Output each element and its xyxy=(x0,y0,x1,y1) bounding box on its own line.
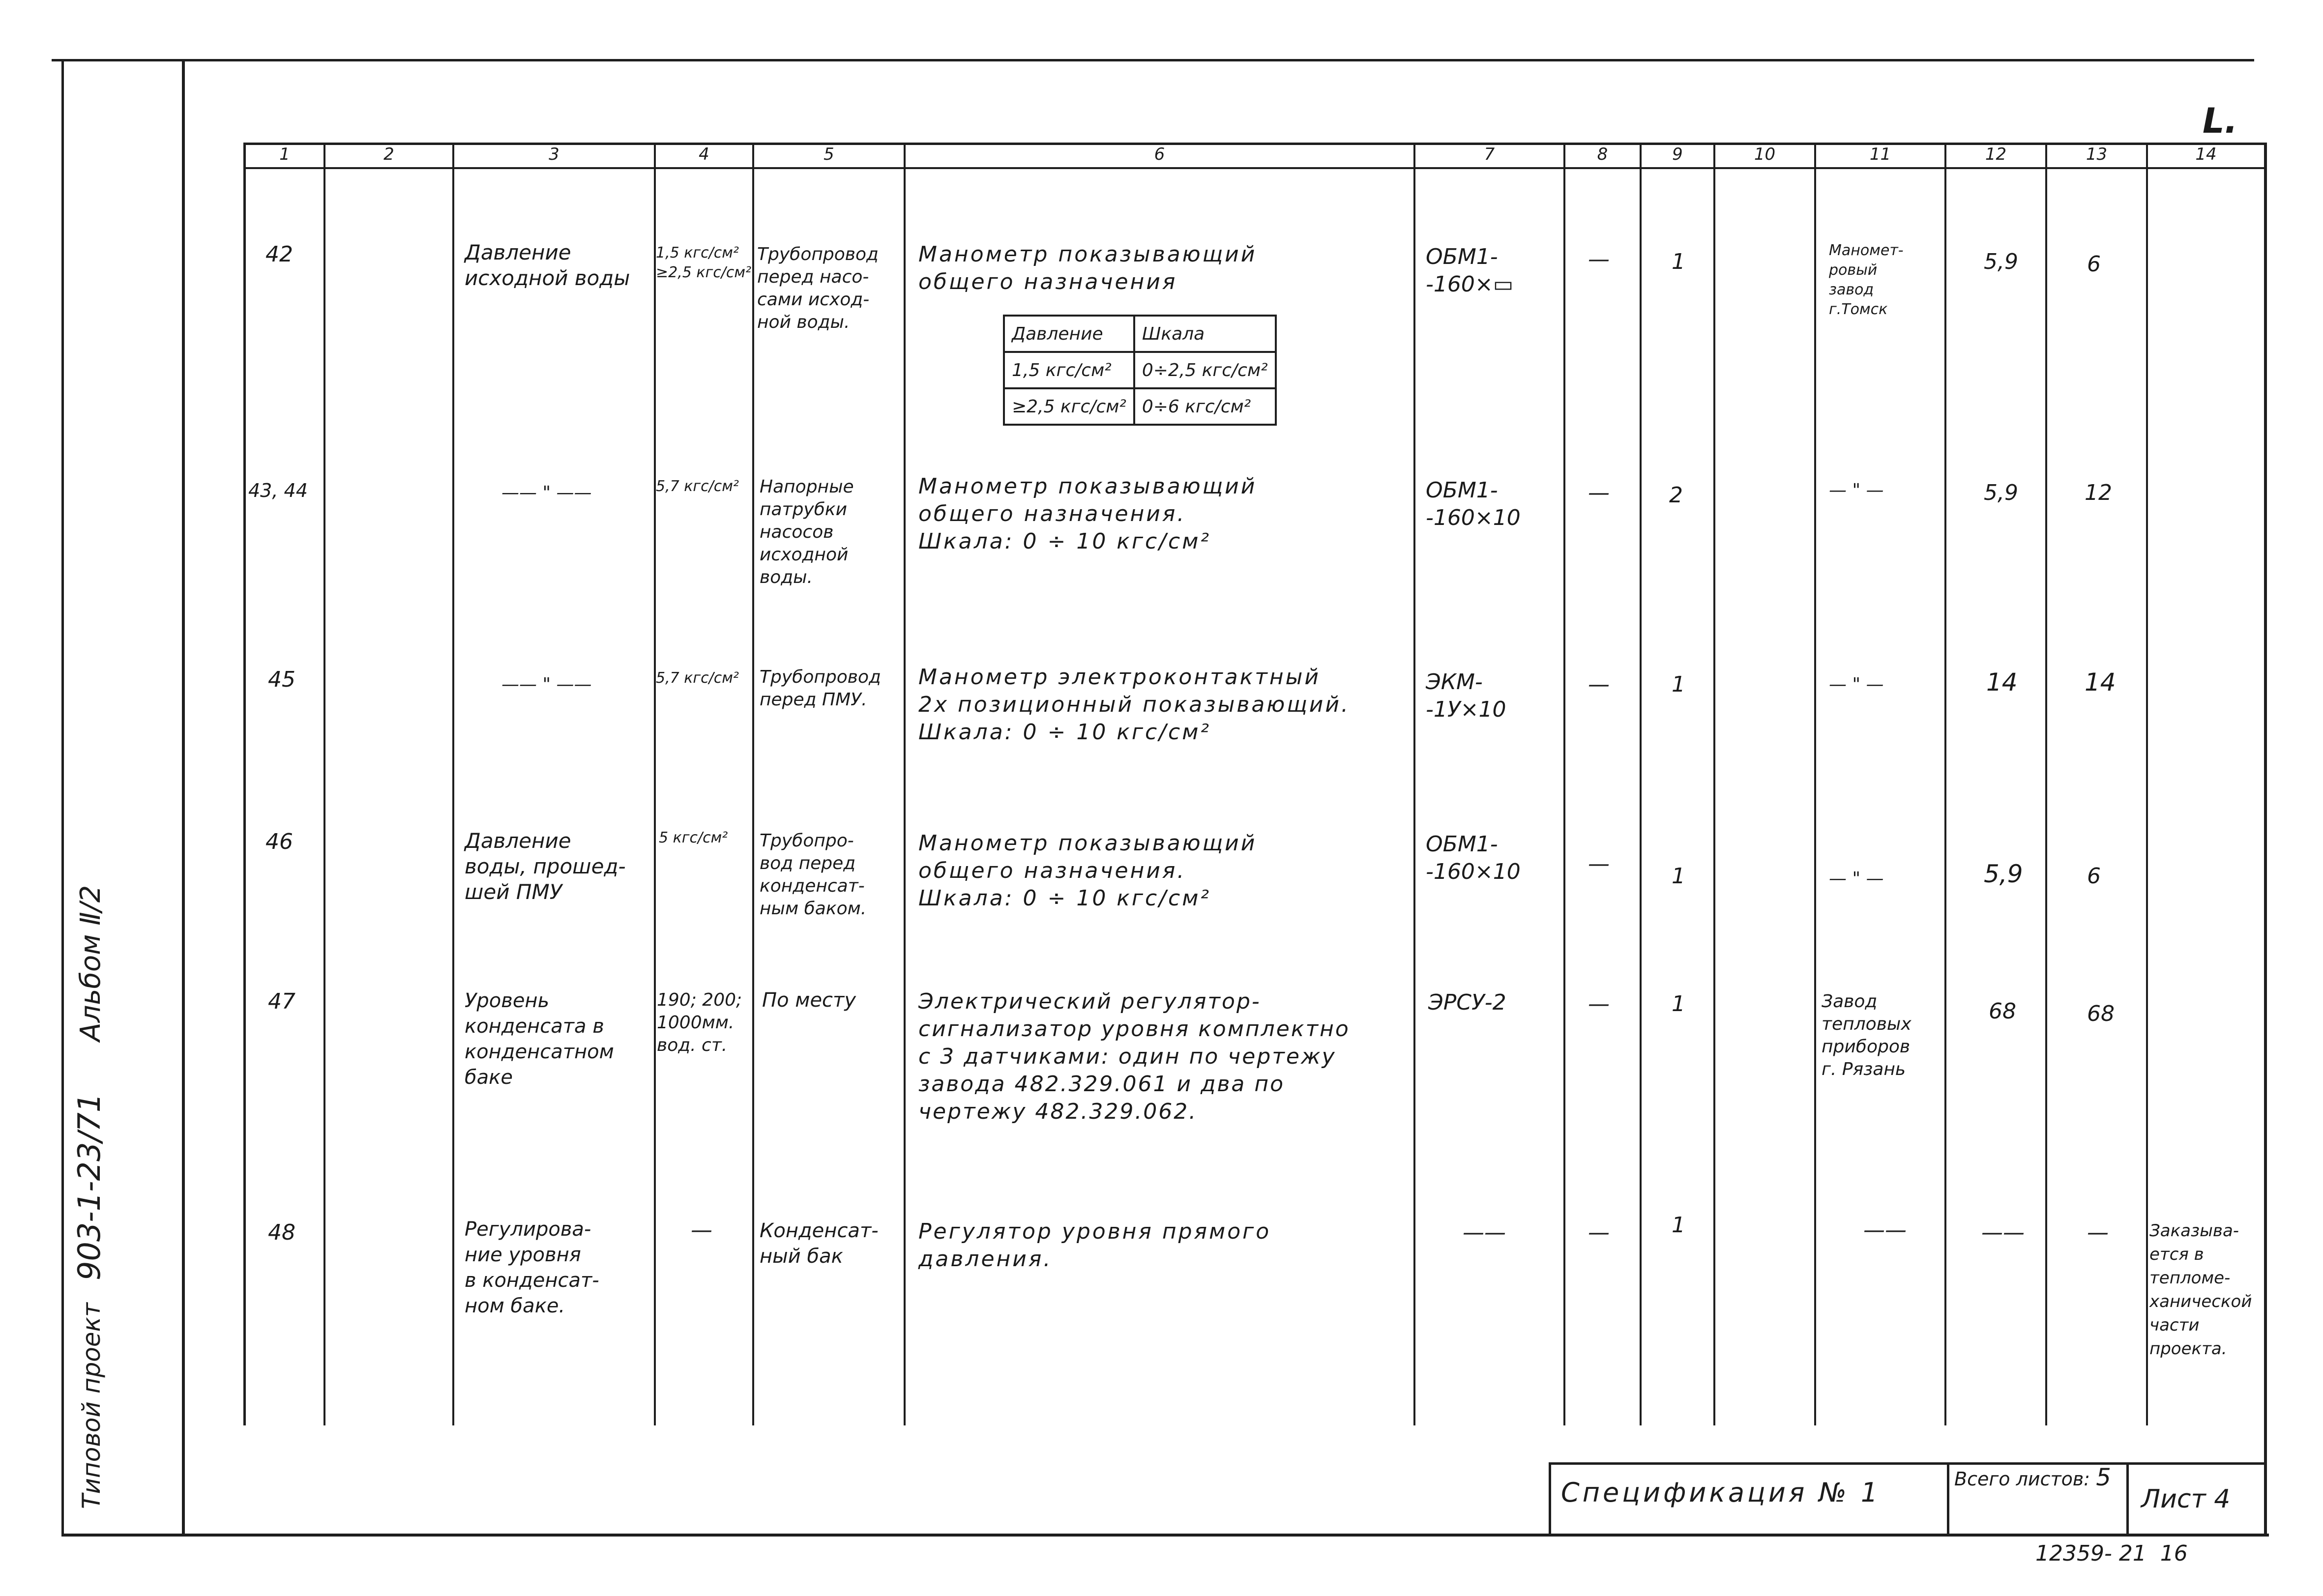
place-cell: Трубопровод перед ПМУ. xyxy=(760,667,881,710)
col8-cell: — xyxy=(1588,991,1610,1016)
position-cell: 43, 44 xyxy=(248,480,308,501)
place-cell: Трубопро- вод перед конденсат- ным баком. xyxy=(760,831,867,919)
frame-top-line xyxy=(52,59,2254,61)
sum-cell: 6 xyxy=(2087,252,2101,277)
col-sep xyxy=(1713,143,1715,1425)
col-sep xyxy=(1944,143,1946,1425)
side-project-label: Типовой проект xyxy=(77,1303,106,1509)
quantity-cell: 1 xyxy=(1672,1213,1685,1238)
type-cell: ОБМ1- -160×▭ xyxy=(1426,244,1514,297)
device-name-cell: Регулятор уровня прямого давления. xyxy=(918,1219,1271,1272)
place-cell: Конденсат- ный бак xyxy=(760,1219,879,1268)
pressure-table-head: Шкала xyxy=(1134,316,1276,352)
place-cell: Трубопровод перед насо- сами исход- ной воды. xyxy=(757,244,879,332)
position-cell: 45 xyxy=(268,667,295,692)
column-header: 1 xyxy=(279,145,290,164)
device-name-cell: Манометр электроконтактный 2х позиционный показывающий. Шкала: 0 ÷ 10 кгс/см² xyxy=(918,665,1350,745)
col-sep xyxy=(2146,143,2148,1425)
price-cell: —— xyxy=(1981,1220,2025,1245)
value-cell: 5,7 кгс/см² xyxy=(656,669,739,687)
column-header: 13 xyxy=(2086,145,2108,164)
col8-cell: — xyxy=(1588,480,1610,505)
sum-cell: 14 xyxy=(2085,668,2116,696)
quantity-cell: 1 xyxy=(1672,249,1685,274)
column-header: 2 xyxy=(383,145,394,164)
col-sep xyxy=(1640,143,1642,1425)
position-cell: 42 xyxy=(265,242,293,267)
column-header: 4 xyxy=(699,145,709,164)
pressure-table-head: Давление xyxy=(1004,316,1134,352)
pressure-table-cell: 0÷2,5 кгс/см² xyxy=(1134,352,1276,388)
price-cell: 68 xyxy=(1989,999,2016,1024)
place-cell: Напорные патрубки насосов исходной воды. xyxy=(760,477,854,587)
position-cell: 48 xyxy=(268,1220,295,1245)
type-cell: ЭРСУ-2 xyxy=(1428,990,1506,1015)
stamp-left-line xyxy=(1549,1462,1551,1534)
parameter-cell: Давление исходной воды xyxy=(465,240,630,290)
manufacturer-cell: Завод тепловых приборов г. Рязань xyxy=(1822,991,1911,1079)
col-sep xyxy=(2045,143,2047,1425)
side-title xyxy=(71,885,107,1509)
col-sep xyxy=(452,143,454,1425)
pressure-table-cell: 0÷6 кгс/см² xyxy=(1134,388,1276,425)
frame-left-line xyxy=(61,61,64,1536)
device-name-cell: Манометр показывающий общего назначения. Шкала: 0 ÷ 10 кгс/см² xyxy=(918,474,1257,554)
type-cell: —— xyxy=(1463,1220,1506,1245)
drawing-code: 12359- 21 16 xyxy=(2035,1541,2188,1566)
col-sep xyxy=(1563,143,1565,1425)
col8-cell: — xyxy=(1588,247,1610,272)
column-header: 10 xyxy=(1754,145,1776,164)
price-cell: 5,9 xyxy=(1984,249,2018,274)
col-sep xyxy=(904,143,906,1425)
manufacturer-cell: Маномет- ровый завод г.Томск xyxy=(1829,242,1904,318)
price-cell: 14 xyxy=(1986,668,2018,696)
value-cell: 5 кгс/см² xyxy=(659,829,728,846)
column-header: 11 xyxy=(1869,145,1891,164)
corner-mark: L. xyxy=(2203,101,2238,141)
column-header: 8 xyxy=(1597,145,1608,164)
quantity-cell: 1 xyxy=(1672,991,1685,1016)
type-cell: ОБМ1- -160×10 xyxy=(1426,832,1521,884)
device-name-cell: Электрический регулятор- сигнализатор уровня комплектно с 3 датчиками: один по чертежу завода 482.329.061 и два по чертежу 482.329.062. xyxy=(918,989,1350,1124)
manufacturer-cell: —— xyxy=(1863,1218,1907,1243)
sheet-total xyxy=(1954,1464,2111,1491)
col-sep xyxy=(654,143,656,1425)
parameter-cell: —— " —— xyxy=(501,674,592,695)
side-code: 903-1-23/71 xyxy=(71,1093,107,1281)
frame-right-line xyxy=(2264,143,2267,1534)
col-sep xyxy=(243,143,246,1425)
sum-cell: 12 xyxy=(2085,480,2112,505)
price-cell: 5,9 xyxy=(1984,860,2023,888)
device-name-cell: Манометр показывающий общего назначения xyxy=(918,242,1257,294)
pressure-table-cell: ≥2,5 кгс/см² xyxy=(1004,388,1134,425)
sum-cell: 6 xyxy=(2087,864,2101,889)
stamp-sep-line xyxy=(2126,1462,2129,1534)
sheet-total-label: Всего листов: xyxy=(1954,1468,2090,1490)
type-cell: ОБМ1- -160×10 xyxy=(1426,478,1521,530)
manufacturer-cell: — " — xyxy=(1829,869,1884,889)
manufacturer-cell: — " — xyxy=(1829,674,1884,695)
column-header: 12 xyxy=(1985,145,2007,164)
position-cell: 46 xyxy=(265,829,293,854)
spec-title: Спецификация № 1 xyxy=(1561,1477,1881,1508)
parameter-cell: —— " —— xyxy=(501,483,592,503)
pressure-scale-table xyxy=(1003,315,1277,426)
parameter-cell: Уровень конденсата в конденсатном баке xyxy=(465,989,614,1089)
parameter-cell: Регулирова- ние уровня в конденсат- ном баке. xyxy=(465,1218,599,1317)
note-cell: Заказыва- ется в тепломе- ханической части проекта. xyxy=(2149,1221,2252,1359)
column-header: 3 xyxy=(549,145,559,164)
value-cell: 1,5 кгс/см² ≥2,5 кгс/см² xyxy=(656,244,752,281)
col8-cell: — xyxy=(1588,1220,1610,1245)
side-album: Альбом Ⅱ/2 xyxy=(75,885,107,1042)
column-header: 5 xyxy=(823,145,834,164)
stamp-sep-line xyxy=(1947,1462,1949,1534)
quantity-cell: 2 xyxy=(1669,483,1683,508)
frame-bottom-line xyxy=(61,1534,2269,1537)
manufacturer-cell: — " — xyxy=(1829,480,1884,500)
price-cell: 5,9 xyxy=(1984,480,2018,505)
column-header: 6 xyxy=(1154,145,1165,164)
type-cell: ЭКМ- -1У×10 xyxy=(1426,669,1506,722)
frame-inner-left-line xyxy=(182,61,185,1535)
col-sep xyxy=(1814,143,1816,1425)
column-header: 14 xyxy=(2195,145,2217,164)
parameter-cell: Давление воды, прошед- шей ПМУ xyxy=(465,829,626,904)
sum-cell: 68 xyxy=(2087,1001,2115,1026)
place-cell: По месту xyxy=(762,989,856,1012)
col-sep xyxy=(1413,143,1415,1425)
column-header: 7 xyxy=(1484,145,1495,164)
pressure-table-cell: 1,5 кгс/см² xyxy=(1004,352,1134,388)
quantity-cell: 1 xyxy=(1672,672,1685,697)
value-cell: — xyxy=(691,1218,712,1243)
value-cell: 190; 200; 1000мм. вод. ст. xyxy=(657,990,742,1055)
position-cell: 47 xyxy=(268,989,295,1014)
sheet-number: Лист 4 xyxy=(2141,1484,2231,1514)
device-name-cell: Манометр показывающий общего назначения. Шкала: 0 ÷ 10 кгс/см² xyxy=(918,831,1257,911)
stamp-top-line xyxy=(1549,1462,2264,1465)
sheet-total-value: 5 xyxy=(2096,1464,2111,1491)
col8-cell: — xyxy=(1588,851,1610,876)
quantity-cell: 1 xyxy=(1672,864,1685,889)
col-sep xyxy=(752,143,754,1425)
value-cell: 5,7 кгс/см² xyxy=(656,478,739,495)
col-sep xyxy=(323,143,325,1425)
col8-cell: — xyxy=(1588,672,1610,697)
column-header: 9 xyxy=(1672,145,1683,164)
sum-cell: — xyxy=(2087,1220,2109,1245)
